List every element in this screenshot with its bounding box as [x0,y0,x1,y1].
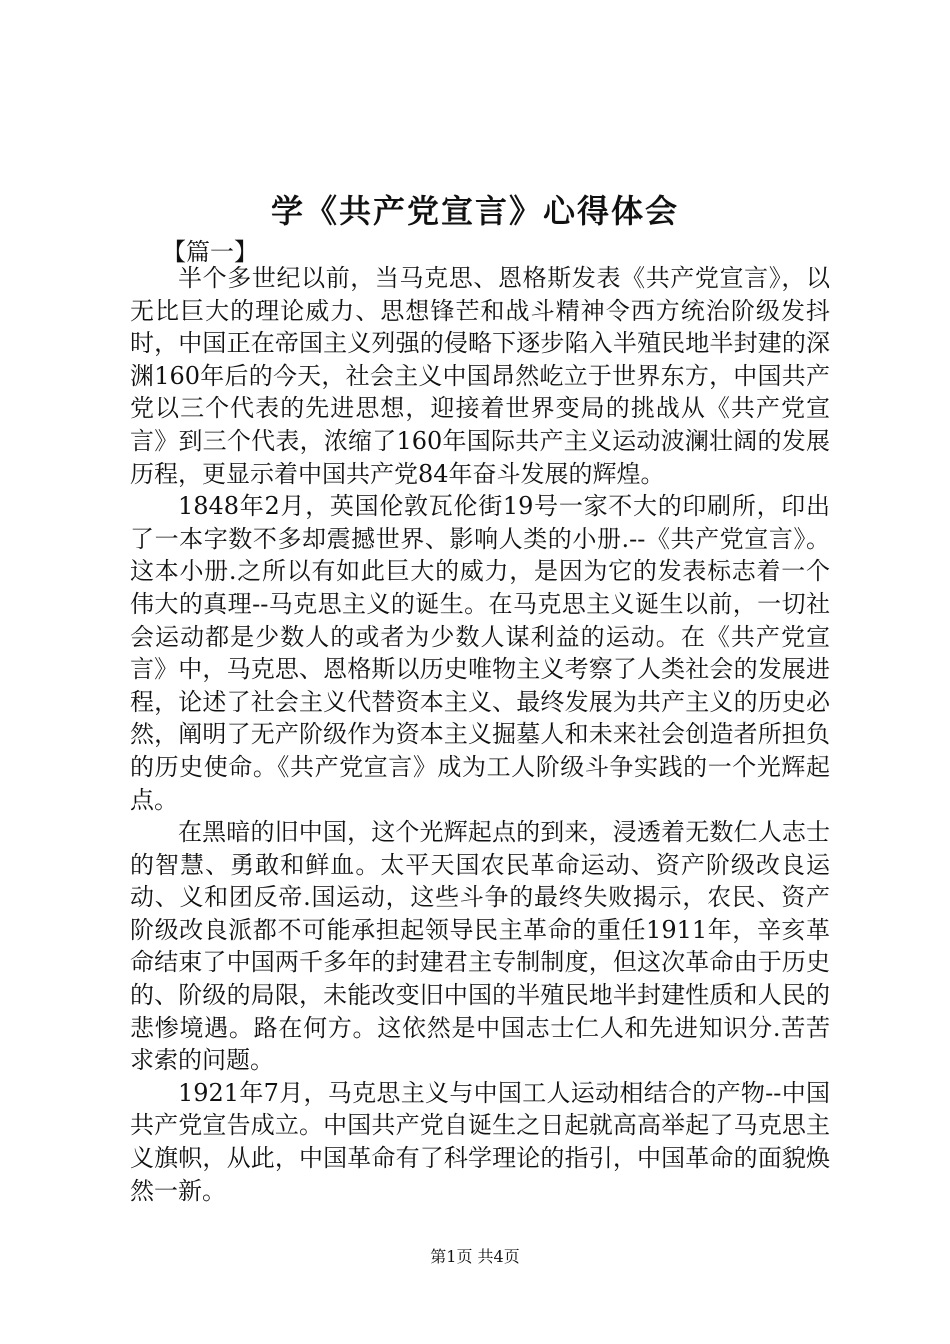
paragraph-1: 半个多世纪以前，当马克思、恩格斯发表《共产党宣言》，以无比巨大的理论威力、思想锋芒和战斗精神令西方统治阶级发抖时，中国正在帝国主义列强的侵略下逐步陷入半殖民地半封建的深渊160年后的今天，社会主义中国昂然屹立于世界东方，中国共产党以三个代表的先进思想，迎接着世界变局的挑战从《共产党宣言》到三个代表，浓缩了160年国际共产主义运动波澜壮阔的发展历程，更显示着中国共产党84年奋斗发展的辉煌。 [130,264,830,488]
document-title: 学《共产党宣言》心得体会 [270,192,679,230]
paragraph-3: 在黑暗的旧中国，这个光辉起点的到来，浸透着无数仁人志士的智慧、勇敢和鲜血。太平天国农民革命运动、资产阶级改良运动、义和团反帝.国运动，这些斗争的最终失败揭示，农民、资产阶级改良派都不可能承担起领导民主革命的重任1911年，辛亥革命结束了中国两千多年的封建君主专制制度，但这次革命由于历史的、阶级的局限，未能改变旧中国的半殖民地半封建性质和人民的悲惨境遇。路在何方。这依然是中国志士仁人和先进知识分.苦苦求索的问题。 [130,818,830,1075]
page-footer: 第1页 共4页 [430,1247,520,1266]
document-body [130,262,830,1207]
section-label: 【篇一】 [162,238,258,266]
paragraph-2: 1848年2月，英国伦敦瓦伦街19号一家不大的印刷所，印出了一本字数不多却震撼世界、影响人类的小册.--《共产党宣言》。这本小册.之所以有如此巨大的威力，是因为它的发表标志着一个伟大的真理--马克思主义的诞生。在马克思主义诞生以前，一切社会运动都是少数人的或者为少数人谋利益的运动。在《共产党宣言》中，马克思、恩格斯以历史唯物主义考察了人类社会的发展进程，论述了社会主义代替资本主义、最终发展为共产主义的历史必然，阐明了无产阶级作为资本主义掘墓人和未来社会创造者所担负的历史使命。《共产党宣言》成为工人阶级斗争实践的一个光辉起点。 [130,492,830,814]
paragraph-4: 1921年7月，马克思主义与中国工人运动相结合的产物--中国共产党宣告成立。中国共产党自诞生之日起就高高举起了马克思主义旗帜，从此，中国革命有了科学理论的指引，中国革命的面貌焕然一新。 [130,1078,830,1205]
